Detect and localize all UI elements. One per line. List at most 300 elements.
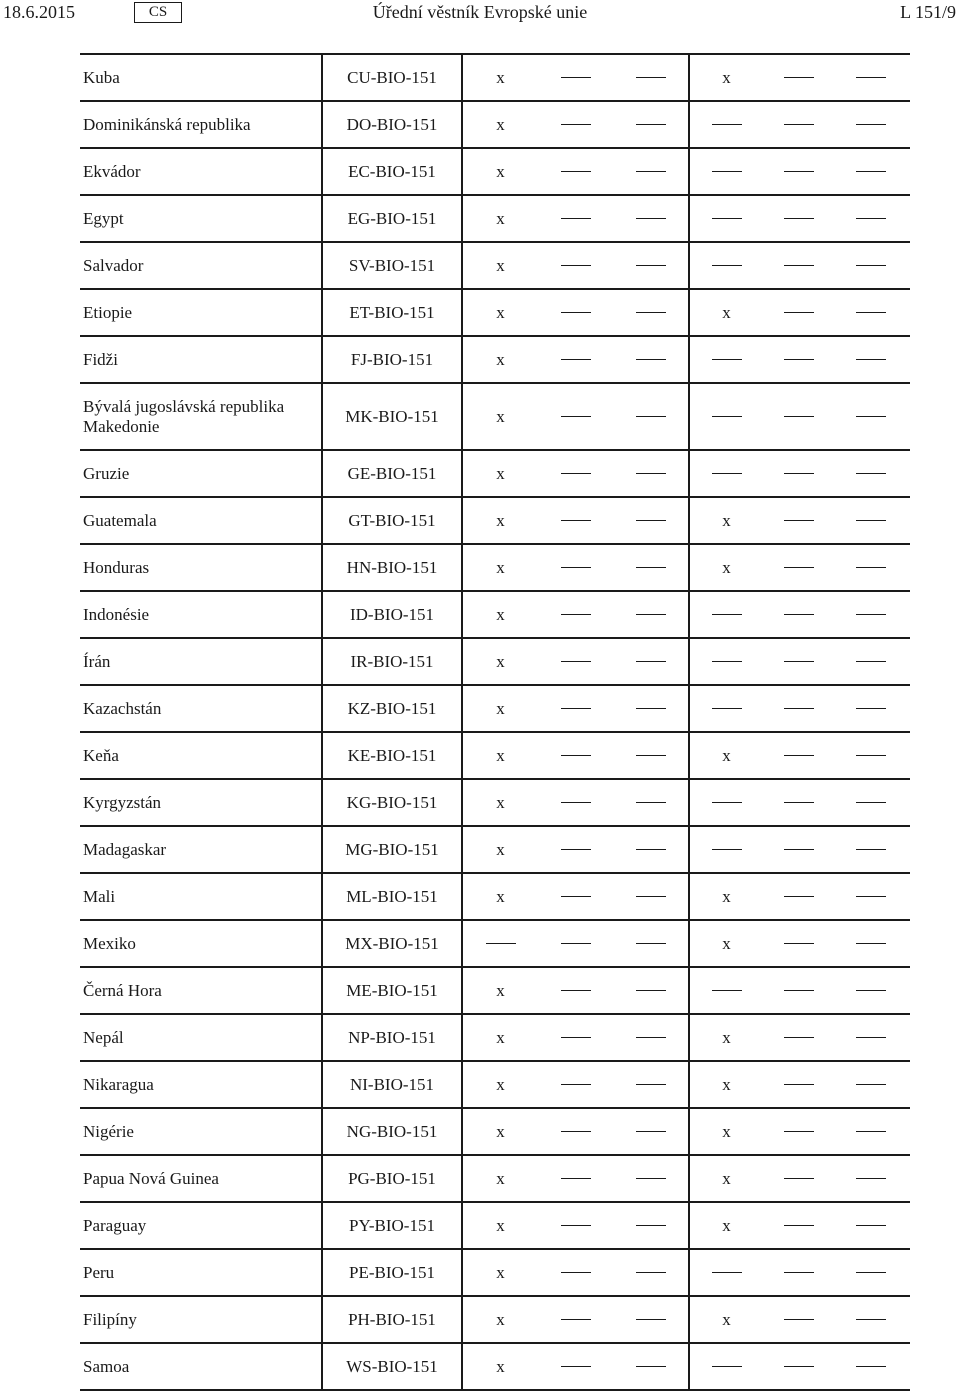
code-cell: GT-BIO-151 bbox=[321, 498, 463, 543]
dash-mark bbox=[636, 1037, 666, 1038]
category-mark-cell bbox=[763, 780, 835, 825]
category-mark-cell bbox=[538, 337, 613, 382]
dash-mark bbox=[856, 1366, 886, 1367]
dash-mark bbox=[856, 1131, 886, 1132]
dash-mark bbox=[561, 1319, 591, 1320]
table-row bbox=[80, 780, 910, 827]
category-mark-cell: x bbox=[496, 161, 505, 181]
dash-mark bbox=[856, 520, 886, 521]
code-cell: NP-BIO-151 bbox=[321, 1015, 463, 1060]
category-mark-cell bbox=[835, 102, 907, 147]
category-mark-cell bbox=[613, 149, 688, 194]
category-mark-cell bbox=[688, 827, 763, 872]
dash-mark bbox=[561, 802, 591, 803]
code-cell: HN-BIO-151 bbox=[321, 545, 463, 590]
category-mark-cell bbox=[763, 1109, 835, 1154]
category-mark-cell bbox=[613, 780, 688, 825]
dash-mark bbox=[712, 473, 742, 474]
category-mark-cell bbox=[613, 733, 688, 778]
category-mark-cell: x bbox=[688, 874, 763, 919]
category-mark-cell bbox=[763, 290, 835, 335]
dash-mark bbox=[636, 943, 666, 944]
category-mark-cell bbox=[763, 1015, 835, 1060]
category-mark-cell: x bbox=[496, 651, 505, 671]
dash-mark bbox=[636, 896, 666, 897]
category-mark-cell bbox=[763, 1344, 835, 1389]
country-cell: Kyrgyzstán bbox=[83, 792, 162, 812]
dash-mark bbox=[784, 567, 814, 568]
category-mark-cell bbox=[538, 921, 613, 966]
dash-mark bbox=[561, 849, 591, 850]
category-mark-cell: x bbox=[496, 1262, 505, 1282]
dash-mark bbox=[636, 802, 666, 803]
table-row bbox=[80, 968, 910, 1015]
dash-mark bbox=[856, 755, 886, 756]
category-mark-cell bbox=[763, 1156, 835, 1201]
category-mark-cell bbox=[835, 1156, 907, 1201]
category-mark-cell bbox=[763, 639, 835, 684]
category-mark-cell bbox=[538, 196, 613, 241]
code-cell: ML-BIO-151 bbox=[321, 874, 463, 919]
category-mark-cell bbox=[613, 1156, 688, 1201]
category-mark-cell bbox=[835, 827, 907, 872]
category-mark-cell bbox=[835, 290, 907, 335]
category-mark-cell: x bbox=[496, 604, 505, 624]
country-cell: Mexiko bbox=[83, 933, 136, 953]
dash-mark bbox=[561, 614, 591, 615]
category-mark-cell bbox=[763, 1297, 835, 1342]
category-mark-cell: x bbox=[496, 745, 505, 765]
dash-mark bbox=[784, 802, 814, 803]
category-mark-cell bbox=[688, 384, 763, 449]
category-mark-cell bbox=[835, 384, 907, 449]
table-row bbox=[80, 1156, 910, 1203]
dash-mark bbox=[856, 1319, 886, 1320]
code-cell: MX-BIO-151 bbox=[321, 921, 463, 966]
category-mark-cell bbox=[835, 1062, 907, 1107]
dash-mark bbox=[561, 990, 591, 991]
category-mark-cell bbox=[613, 1344, 688, 1389]
dash-mark bbox=[856, 473, 886, 474]
dash-mark bbox=[784, 943, 814, 944]
dash-mark bbox=[561, 77, 591, 78]
code-cell: CU-BIO-151 bbox=[321, 55, 463, 100]
dash-mark bbox=[712, 124, 742, 125]
country-cell: Černá Hora bbox=[83, 980, 162, 1000]
dash-mark bbox=[636, 416, 666, 417]
dash-mark bbox=[712, 802, 742, 803]
category-mark-cell: x bbox=[688, 1203, 763, 1248]
country-cell: Papua Nová Guinea bbox=[83, 1168, 219, 1188]
category-mark-cell bbox=[835, 686, 907, 731]
category-mark-cell bbox=[538, 384, 613, 449]
dash-mark bbox=[856, 990, 886, 991]
country-cell: Keňa bbox=[83, 745, 119, 765]
dash-mark bbox=[561, 1178, 591, 1179]
category-mark-cell bbox=[538, 874, 613, 919]
dash-mark bbox=[712, 661, 742, 662]
category-mark-cell: x bbox=[496, 1074, 505, 1094]
category-mark-cell: x bbox=[688, 1156, 763, 1201]
category-mark-cell bbox=[538, 451, 613, 496]
country-cell: Gruzie bbox=[83, 463, 130, 483]
dash-mark bbox=[784, 1084, 814, 1085]
dash-mark bbox=[856, 77, 886, 78]
dash-mark bbox=[784, 265, 814, 266]
category-mark-cell bbox=[763, 337, 835, 382]
dash-mark bbox=[561, 520, 591, 521]
category-mark-cell bbox=[688, 968, 763, 1013]
category-mark-cell bbox=[613, 1297, 688, 1342]
dash-mark bbox=[784, 171, 814, 172]
category-mark-cell: x bbox=[688, 498, 763, 543]
category-mark-cell: x bbox=[496, 1121, 505, 1141]
dash-mark bbox=[856, 1272, 886, 1273]
category-mark-cell bbox=[763, 102, 835, 147]
code-cell: SV-BIO-151 bbox=[321, 243, 463, 288]
table-row bbox=[80, 384, 910, 451]
category-mark-cell bbox=[835, 196, 907, 241]
dash-mark bbox=[636, 171, 666, 172]
dash-mark bbox=[636, 755, 666, 756]
page-number: L 151/9 bbox=[900, 2, 956, 22]
code-cell: KZ-BIO-151 bbox=[321, 686, 463, 731]
category-mark-cell bbox=[688, 451, 763, 496]
dash-mark bbox=[784, 990, 814, 991]
category-mark-cell bbox=[835, 1203, 907, 1248]
category-mark-cell: x bbox=[496, 698, 505, 718]
category-mark-cell bbox=[835, 451, 907, 496]
dash-mark bbox=[561, 265, 591, 266]
category-mark-cell bbox=[613, 55, 688, 100]
dash-mark bbox=[561, 896, 591, 897]
category-mark-cell bbox=[613, 874, 688, 919]
code-cell: WS-BIO-151 bbox=[321, 1344, 463, 1389]
category-mark-cell: x bbox=[496, 1027, 505, 1047]
dash-mark bbox=[561, 661, 591, 662]
code-cell: KG-BIO-151 bbox=[321, 780, 463, 825]
table-row bbox=[80, 1203, 910, 1250]
table-row bbox=[80, 102, 910, 149]
country-cell: Kuba bbox=[83, 67, 120, 87]
category-mark-cell bbox=[538, 290, 613, 335]
category-mark-cell bbox=[613, 290, 688, 335]
dash-mark bbox=[636, 1225, 666, 1226]
dash-mark bbox=[784, 1178, 814, 1179]
page-header bbox=[0, 0, 960, 26]
country-cell: Nepál bbox=[83, 1027, 124, 1047]
country-cell: Honduras bbox=[83, 557, 150, 577]
category-mark-cell bbox=[763, 686, 835, 731]
category-mark-cell bbox=[763, 149, 835, 194]
dash-mark bbox=[784, 1037, 814, 1038]
dash-mark bbox=[784, 614, 814, 615]
category-mark-cell bbox=[763, 921, 835, 966]
dash-mark bbox=[712, 708, 742, 709]
category-mark-cell bbox=[538, 1156, 613, 1201]
control-bodies-table bbox=[80, 53, 910, 1391]
table-row bbox=[80, 1109, 910, 1156]
category-mark-cell: x bbox=[496, 208, 505, 228]
category-mark-cell bbox=[613, 384, 688, 449]
dash-mark bbox=[561, 755, 591, 756]
country-cell: Samoa bbox=[83, 1356, 130, 1376]
category-mark-cell bbox=[688, 337, 763, 382]
category-mark-cell: x bbox=[496, 792, 505, 812]
country-cell: Peru bbox=[83, 1262, 115, 1282]
category-mark-cell bbox=[538, 149, 613, 194]
country-cell: Etiopie bbox=[83, 302, 133, 322]
language-badge: CS bbox=[134, 2, 182, 23]
country-cell: Fidži bbox=[83, 349, 118, 369]
category-mark-cell bbox=[538, 733, 613, 778]
dash-mark bbox=[784, 1131, 814, 1132]
table-row bbox=[80, 243, 910, 290]
dash-mark bbox=[636, 1272, 666, 1273]
dash-mark bbox=[784, 1366, 814, 1367]
category-mark-cell bbox=[835, 592, 907, 637]
dash-mark bbox=[856, 1037, 886, 1038]
category-mark-cell bbox=[613, 102, 688, 147]
dash-mark bbox=[636, 614, 666, 615]
category-mark-cell bbox=[763, 1203, 835, 1248]
category-mark-cell: x bbox=[496, 980, 505, 1000]
category-mark-cell bbox=[763, 827, 835, 872]
code-cell: DO-BIO-151 bbox=[321, 102, 463, 147]
dash-mark bbox=[856, 1225, 886, 1226]
dash-mark bbox=[712, 265, 742, 266]
category-mark-cell bbox=[613, 639, 688, 684]
category-mark-cell bbox=[835, 1109, 907, 1154]
dash-mark bbox=[561, 124, 591, 125]
dash-mark bbox=[712, 1272, 742, 1273]
code-cell: FJ-BIO-151 bbox=[321, 337, 463, 382]
category-mark-cell: x bbox=[496, 1309, 505, 1329]
dash-mark bbox=[856, 218, 886, 219]
category-mark-cell bbox=[835, 1297, 907, 1342]
category-mark-cell bbox=[538, 686, 613, 731]
category-mark-cell: x bbox=[496, 510, 505, 530]
code-cell: IR-BIO-151 bbox=[321, 639, 463, 684]
dash-mark bbox=[636, 1366, 666, 1367]
dash-mark bbox=[561, 708, 591, 709]
dash-mark bbox=[712, 614, 742, 615]
dash-mark bbox=[856, 416, 886, 417]
category-mark-cell: x bbox=[688, 1062, 763, 1107]
table-row bbox=[80, 290, 910, 337]
category-mark-cell bbox=[763, 384, 835, 449]
dash-mark bbox=[856, 1178, 886, 1179]
category-mark-cell bbox=[763, 733, 835, 778]
category-mark-cell bbox=[613, 1109, 688, 1154]
dash-mark bbox=[784, 218, 814, 219]
category-mark-cell bbox=[538, 102, 613, 147]
dash-mark bbox=[712, 359, 742, 360]
dash-mark bbox=[636, 661, 666, 662]
table-row bbox=[80, 733, 910, 780]
category-mark-cell bbox=[613, 827, 688, 872]
dash-mark bbox=[784, 520, 814, 521]
category-mark-cell bbox=[613, 686, 688, 731]
dash-mark bbox=[856, 1084, 886, 1085]
category-mark-cell bbox=[835, 55, 907, 100]
table-row bbox=[80, 592, 910, 639]
table-row bbox=[80, 545, 910, 592]
dash-mark bbox=[561, 1131, 591, 1132]
dash-mark bbox=[856, 359, 886, 360]
category-mark-cell bbox=[688, 639, 763, 684]
dash-mark bbox=[636, 359, 666, 360]
dash-mark bbox=[561, 312, 591, 313]
country-cell: Madagaskar bbox=[83, 839, 167, 859]
dash-mark bbox=[856, 171, 886, 172]
category-mark-cell bbox=[763, 1062, 835, 1107]
dash-mark bbox=[636, 1178, 666, 1179]
dash-mark bbox=[636, 990, 666, 991]
dash-mark bbox=[561, 1037, 591, 1038]
dash-mark bbox=[712, 416, 742, 417]
table-row bbox=[80, 1062, 910, 1109]
category-mark-cell bbox=[538, 827, 613, 872]
table-row bbox=[80, 921, 910, 968]
category-mark-cell: x bbox=[496, 255, 505, 275]
dash-mark bbox=[856, 614, 886, 615]
table-row bbox=[80, 827, 910, 874]
dash-mark bbox=[856, 849, 886, 850]
dash-mark bbox=[636, 520, 666, 521]
category-mark-cell bbox=[613, 545, 688, 590]
dash-mark bbox=[784, 1319, 814, 1320]
category-mark-cell bbox=[763, 55, 835, 100]
category-mark-cell bbox=[613, 1203, 688, 1248]
code-cell: ME-BIO-151 bbox=[321, 968, 463, 1013]
category-mark-cell: x bbox=[688, 733, 763, 778]
table-row bbox=[80, 1015, 910, 1062]
category-mark-cell bbox=[763, 451, 835, 496]
dash-mark bbox=[636, 1319, 666, 1320]
country-cell: Nigérie bbox=[83, 1121, 134, 1141]
category-mark-cell bbox=[763, 1250, 835, 1295]
dash-mark bbox=[712, 1366, 742, 1367]
category-mark-cell bbox=[538, 498, 613, 543]
country-cell: Bývalá jugoslávská republika Makedonie bbox=[83, 396, 285, 436]
category-mark-cell bbox=[688, 686, 763, 731]
category-mark-cell bbox=[835, 1015, 907, 1060]
category-mark-cell bbox=[835, 639, 907, 684]
country-cell: Salvador bbox=[83, 255, 144, 275]
dash-mark bbox=[856, 567, 886, 568]
category-mark-cell bbox=[538, 639, 613, 684]
dash-mark bbox=[856, 661, 886, 662]
dash-mark bbox=[561, 359, 591, 360]
category-mark-cell bbox=[538, 1344, 613, 1389]
table-row bbox=[80, 1297, 910, 1344]
category-mark-cell bbox=[538, 243, 613, 288]
category-mark-cell: x bbox=[496, 886, 505, 906]
category-mark-cell bbox=[688, 149, 763, 194]
code-cell: KE-BIO-151 bbox=[321, 733, 463, 778]
category-mark-cell bbox=[688, 196, 763, 241]
dash-mark bbox=[486, 943, 516, 944]
dash-mark bbox=[636, 473, 666, 474]
dash-mark bbox=[856, 124, 886, 125]
dash-mark bbox=[636, 849, 666, 850]
country-cell: Paraguay bbox=[83, 1215, 147, 1235]
table-row bbox=[80, 498, 910, 545]
category-mark-cell bbox=[538, 1062, 613, 1107]
category-mark-cell bbox=[538, 1250, 613, 1295]
category-mark-cell: x bbox=[688, 55, 763, 100]
table-row bbox=[80, 1250, 910, 1297]
category-mark-cell bbox=[538, 592, 613, 637]
category-mark-cell bbox=[763, 545, 835, 590]
code-cell: PG-BIO-151 bbox=[321, 1156, 463, 1201]
country-cell: Nikaragua bbox=[83, 1074, 154, 1094]
country-cell: Guatemala bbox=[83, 510, 157, 530]
code-cell: EC-BIO-151 bbox=[321, 149, 463, 194]
dash-mark bbox=[784, 359, 814, 360]
category-mark-cell bbox=[538, 545, 613, 590]
dash-mark bbox=[712, 218, 742, 219]
category-mark-cell bbox=[763, 874, 835, 919]
category-mark-cell bbox=[538, 55, 613, 100]
category-mark-cell bbox=[835, 337, 907, 382]
dash-mark bbox=[561, 1084, 591, 1085]
category-mark-cell: x bbox=[496, 839, 505, 859]
category-mark-cell bbox=[613, 921, 688, 966]
category-mark-cell bbox=[835, 1344, 907, 1389]
category-mark-cell bbox=[835, 149, 907, 194]
category-mark-cell bbox=[613, 243, 688, 288]
dash-mark bbox=[784, 708, 814, 709]
country-cell: Mali bbox=[83, 886, 116, 906]
dash-mark bbox=[856, 896, 886, 897]
dash-mark bbox=[561, 1225, 591, 1226]
code-cell: ID-BIO-151 bbox=[321, 592, 463, 637]
category-mark-cell bbox=[835, 733, 907, 778]
code-cell: EG-BIO-151 bbox=[321, 196, 463, 241]
country-cell: Írán bbox=[83, 651, 111, 671]
category-mark-cell bbox=[538, 1297, 613, 1342]
category-mark-cell bbox=[835, 780, 907, 825]
category-mark-cell bbox=[613, 1015, 688, 1060]
category-mark-cell bbox=[613, 498, 688, 543]
dash-mark bbox=[712, 990, 742, 991]
dash-mark bbox=[561, 473, 591, 474]
category-mark-cell bbox=[835, 921, 907, 966]
dash-mark bbox=[561, 1272, 591, 1273]
category-mark-cell bbox=[613, 1250, 688, 1295]
category-mark-cell: x bbox=[688, 1297, 763, 1342]
country-cell: Dominikánská republika bbox=[83, 114, 251, 134]
code-cell: PH-BIO-151 bbox=[321, 1297, 463, 1342]
table-row bbox=[80, 337, 910, 384]
dash-mark bbox=[561, 943, 591, 944]
dash-mark bbox=[856, 312, 886, 313]
dash-mark bbox=[561, 567, 591, 568]
code-cell: PE-BIO-151 bbox=[321, 1250, 463, 1295]
dash-mark bbox=[712, 171, 742, 172]
category-mark-cell bbox=[463, 921, 538, 966]
category-mark-cell: x bbox=[496, 114, 505, 134]
category-mark-cell bbox=[538, 780, 613, 825]
table-row bbox=[80, 55, 910, 102]
category-mark-cell: x bbox=[496, 1215, 505, 1235]
code-cell: NI-BIO-151 bbox=[321, 1062, 463, 1107]
code-cell: GE-BIO-151 bbox=[321, 451, 463, 496]
dash-mark bbox=[561, 171, 591, 172]
category-mark-cell bbox=[763, 243, 835, 288]
